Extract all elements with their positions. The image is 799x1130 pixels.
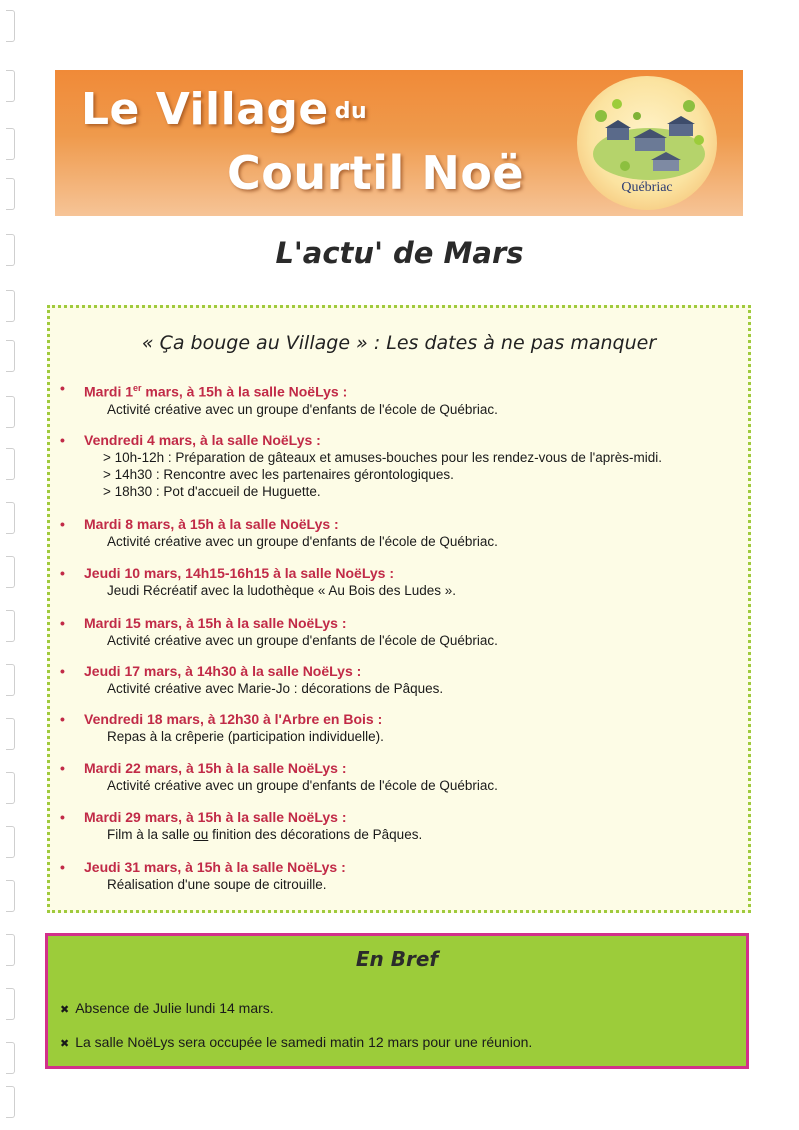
binder-hole [6,826,15,858]
event-description: Réalisation d'une soupe de citrouille. [107,877,327,892]
brief-item [60,1034,532,1050]
event-item [58,614,738,649]
binder-hole [6,772,15,804]
event-title [58,808,738,826]
event-description: Activité créative avec un groupe d'enfants de l'école de Québriac. [107,534,498,549]
event-description-underlined: ou [193,827,209,842]
binder-hole [6,988,15,1020]
binder-hole [6,290,15,322]
event-title [58,614,738,632]
event-description: Activité créative avec un groupe d'enfants de l'école de Québriac. [107,633,498,648]
event-schedule-line: > 10h-12h : Préparation de gâteaux et amuses-bouches pour les rendez-vous de l'après-midi. [103,450,663,465]
bullet-icon: • [60,615,65,631]
bullet-icon: • [60,663,65,679]
event-description: Activité créative avec un groupe d'enfants de l'école de Québriac. [107,778,498,793]
binder-hole [6,1086,15,1118]
bullet-icon: • [60,760,65,776]
event-title-text: Jeudi 31 mars, à 15h à la salle NoëLys : [84,859,346,875]
event-item [58,808,738,843]
event-item [58,662,738,697]
bullet-icon: • [60,432,65,448]
event-title [58,564,738,582]
events-subtitle: « Ça bouge au Village » : Les dates à ne pas manquer [141,332,657,354]
event-schedule-line: > 14h30 : Rencontre avec les partenaires gérontologiques. [103,467,454,482]
binder-hole [6,502,15,534]
brief-title: En Bref [355,947,439,971]
brief-box [45,933,749,1069]
cross-mark-icon: ✖ [60,1004,70,1016]
brief-item-text: Absence de Julie lundi 14 mars. [75,1000,274,1016]
event-title [58,858,738,876]
event-description: Activité créative avec un groupe d'enfants de l'école de Québriac. [107,401,498,417]
event-description-start: Film à la salle [107,827,194,842]
binder-hole [6,610,15,642]
event-title [58,759,738,777]
event-title-text: Mardi 15 mars, à 15h à la salle NoëLys : [84,615,347,631]
binder-hole [6,448,15,480]
event-description: Jeudi Récréatif avec la ludothèque « Au Bois des Ludes ». [107,583,456,598]
event-item [58,515,738,550]
event-title-day: Mardi 1 [84,383,134,400]
event-title-rest: mars, à 15h à la salle NoëLys : [141,383,348,400]
logo-label: Québriac [621,180,673,195]
binder-hole [6,718,15,750]
page-title: L'actu' de Mars [275,236,524,270]
event-title-text: Mardi 29 mars, à 15h à la salle NoëLys : [84,809,347,825]
event-title [58,710,738,728]
cross-mark-icon: ✖ [60,1038,70,1050]
binder-hole [6,934,15,966]
header-banner [55,70,743,216]
brief-item-text: La salle NoëLys sera occupée le samedi matin 12 mars pour une réunion. [75,1034,533,1050]
event-description: Activité créative avec Marie-Jo : décorations de Pâques. [107,681,444,696]
brief-item [60,1000,274,1016]
event-item [58,710,738,745]
event-title-text: Jeudi 10 mars, 14h15-16h15 à la salle NoëLys : [84,565,394,581]
event-title-text: Vendredi 4 mars, à la salle NoëLys : [84,432,321,448]
event-schedule-line: > 18h30 : Pot d'accueil de Huguette. [103,484,321,499]
binder-hole [6,1042,15,1074]
bullet-icon: • [60,809,65,825]
event-title [58,431,738,449]
binder-hole [6,664,15,696]
village-logo [577,76,717,210]
event-title-text: Vendredi 18 mars, à 12h30 à l'Arbre en Bois : [84,711,383,727]
event-item [58,564,738,599]
event-item [58,431,738,500]
event-item [58,379,738,418]
event-description-end: finition des décorations de Pâques. [208,827,423,842]
event-item [58,858,738,893]
event-title-text: Jeudi 17 mars, à 14h30 à la salle NoëLys : [84,663,362,679]
bullet-icon: • [60,516,65,532]
binder-hole [6,396,15,428]
banner-title-line1 [81,84,367,135]
event-title-text: Mardi 8 mars, à 15h à la salle NoëLys : [84,516,339,532]
bullet-icon: • [60,711,65,727]
event-title-ordinal: er [133,383,142,393]
binder-hole [6,178,15,210]
event-title [58,662,738,680]
events-box [47,305,751,913]
event-description: Repas à la crêperie (participation individuelle). [107,729,384,744]
event-description [58,826,738,843]
bullet-icon: • [60,565,65,581]
binder-hole [6,10,15,42]
event-title [58,379,738,401]
binder-hole [6,70,15,102]
event-item [58,759,738,794]
banner-title-du: du [334,99,368,124]
binder-hole [6,128,15,160]
banner-title-village: Le Village [81,84,329,135]
binder-holes [6,10,20,1120]
bullet-icon: • [60,859,65,875]
event-title [58,515,738,533]
binder-hole [6,340,15,372]
bullet-icon: • [60,380,65,396]
binder-hole [6,880,15,912]
banner-title-line2: Courtil Noë [227,146,525,200]
event-title-text: Mardi 22 mars, à 15h à la salle NoëLys : [84,760,347,776]
binder-hole [6,556,15,588]
